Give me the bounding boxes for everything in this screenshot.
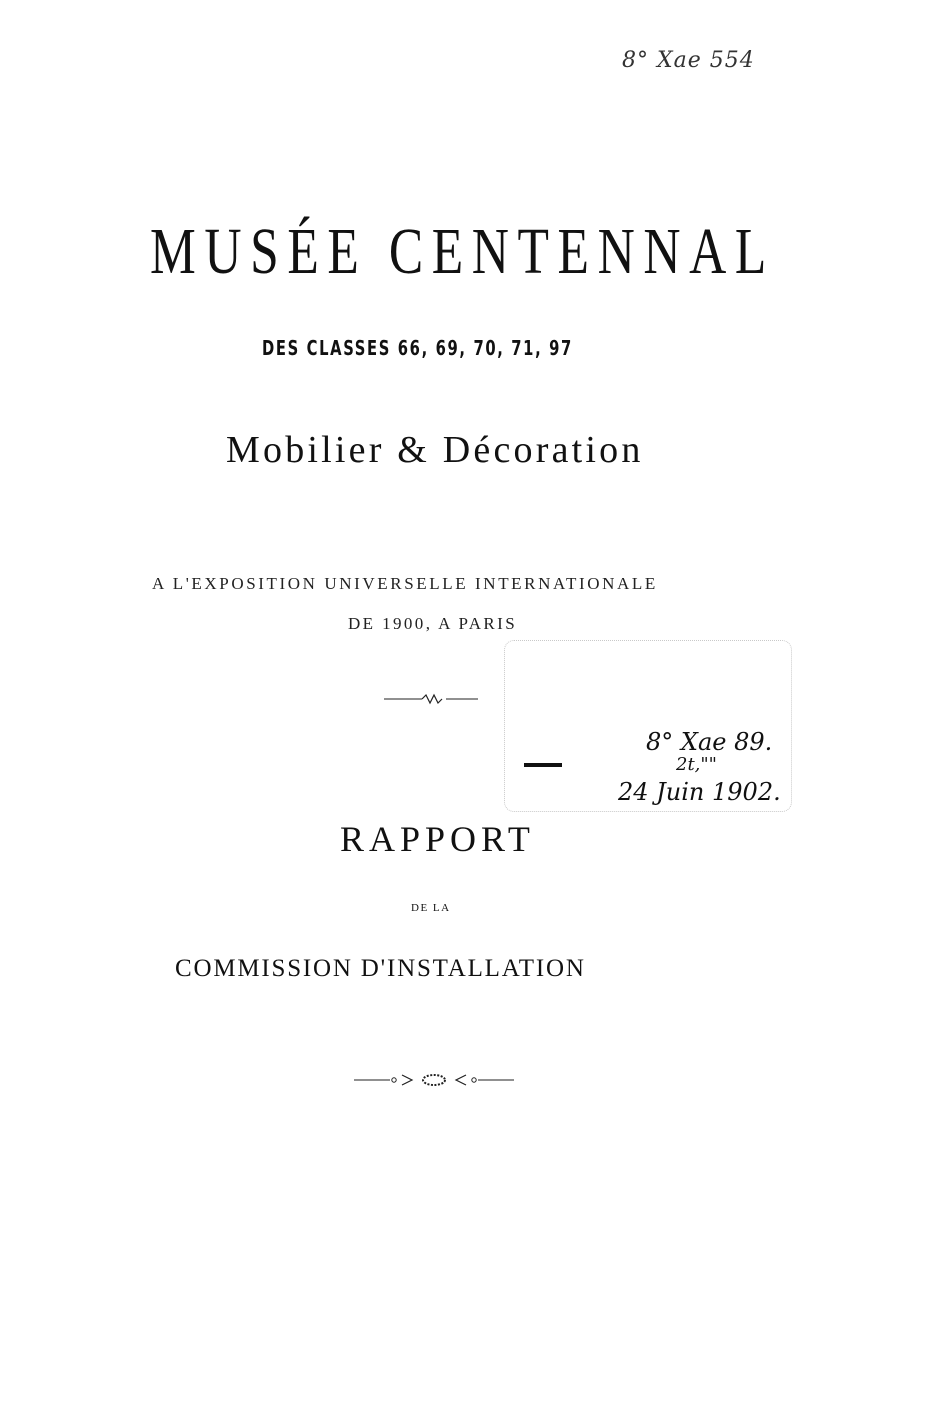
library-shelfmark: 8° Xae 554: [622, 48, 755, 73]
report-connector: DE LA: [411, 902, 451, 914]
classes-line: DES CLASSES 66, 69, 70, 71, 97: [262, 336, 573, 360]
exposition-line-1: A L'EXPOSITION UNIVERSELLE INTERNATIONALE: [152, 574, 658, 593]
report-title: RAPPORT: [340, 819, 535, 859]
commission-title: COMMISSION D'INSTALLATION: [175, 955, 586, 982]
page-title: MUSÉE CENTENNAL: [150, 215, 775, 288]
rule-ornament-icon: [384, 692, 478, 706]
subtitle: Mobilier & Décoration: [226, 429, 644, 471]
handwritten-note-line-2: 2t,"": [676, 754, 717, 775]
handwritten-note-line-1: 8° Xae 89.: [646, 728, 773, 756]
fleuron-ornament-icon: [354, 1070, 514, 1090]
dash-mark: [524, 763, 562, 767]
handwritten-note-line-3: 24 Juin 1902.: [618, 778, 781, 806]
exposition-line-2: DE 1900, A PARIS: [348, 614, 518, 633]
